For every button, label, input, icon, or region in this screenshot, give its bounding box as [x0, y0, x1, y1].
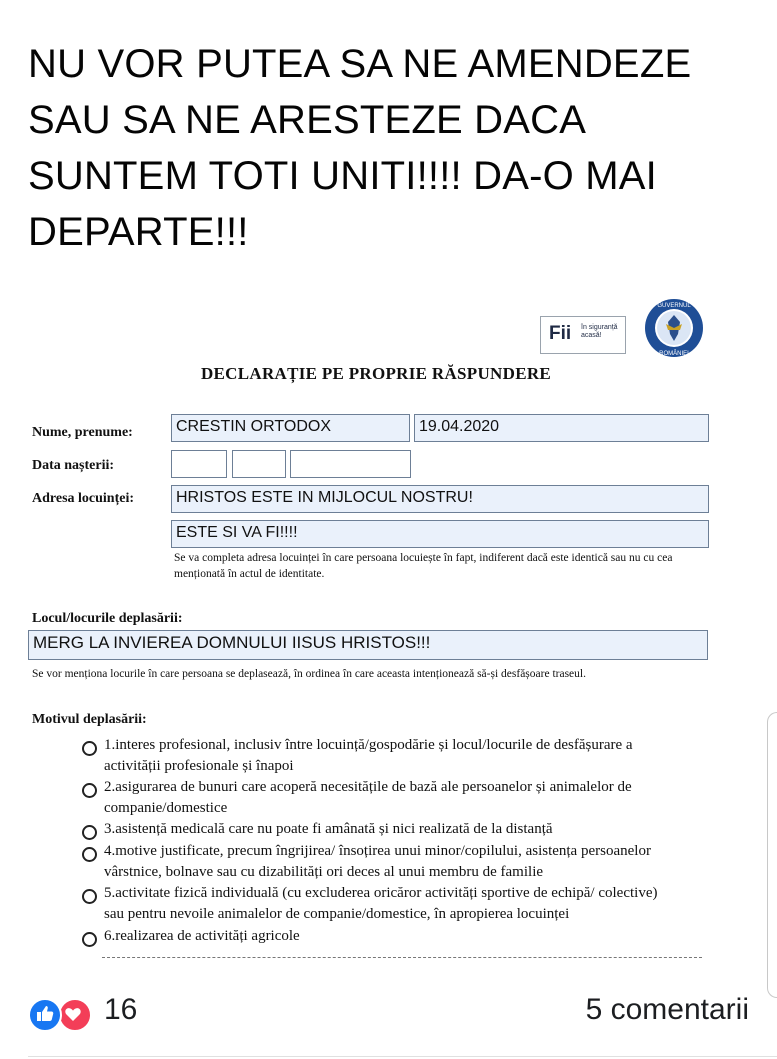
reason-6-radio[interactable] [82, 932, 97, 947]
government-seal-icon [644, 298, 704, 358]
birth-date-label: Data nașterii: [32, 458, 115, 473]
address-label: Adresa locuinței: [32, 491, 135, 506]
birth-day-field[interactable] [171, 450, 227, 478]
date-field[interactable]: 19.04.2020 [414, 414, 709, 442]
reason-1-radio[interactable] [82, 741, 97, 756]
name-label: Nume, prenume: [32, 425, 133, 440]
birth-year-field[interactable] [290, 450, 411, 478]
places-field[interactable]: MERG LA INVIEREA DOMNULUI IISUS HRISTOS!!! [28, 630, 708, 660]
places-note: Se vor menționa locurile în care persoana se deplasează, în ordinea în care aceasta intenționează să-și desfășoare traseul. [32, 668, 586, 680]
declaration-document [22, 284, 730, 974]
birth-month-field[interactable] [232, 450, 286, 478]
reaction-count[interactable]: 16 [104, 993, 138, 1026]
fii-logo-subtext: în siguranță acasă! [581, 324, 618, 339]
reason-4-radio[interactable] [82, 847, 97, 862]
reason-3-text: 3.asistență medicală care nu poate fi amânată și nici realizată de la distanță [104, 821, 553, 837]
reason-2-radio[interactable] [82, 783, 97, 798]
fii-logo-text: Fii [549, 323, 572, 344]
seal-text-bottom: ROMÂNIEI [659, 351, 689, 357]
scroll-handle[interactable] [767, 712, 777, 998]
reason-6-text: 6.realizarea de activități agricole [104, 928, 300, 944]
document-title: DECLARAȚIE PE PROPRIE RĂSPUNDERE [200, 364, 552, 383]
reason-1-text: 1.interes profesional, inclusiv între locuință/gospodărie și locul/locurile de desfășurare a activității profesionale și înapoi [104, 737, 633, 774]
address-line2-field[interactable]: ESTE SI VA FI!!!! [171, 520, 709, 548]
dashed-divider [102, 957, 702, 958]
seal-text-top: GUVERNUL [657, 303, 691, 309]
post-text: NU VOR PUTEA SA NE AMENDEZE SAU SA NE ARESTEZE DACA SUNTEM TOTI UNITI!!!! DA-O MAI DEPARTE!!! [28, 42, 692, 254]
reason-5-text: 5.activitate fizică individuală (cu excluderea oricăror activități sportive de echipă/ colective) sau pentru nevoile animalelor de companie/domestice, în apropierea locuinței [104, 885, 658, 922]
footer-divider [28, 1056, 777, 1057]
address-note: Se va completa adresa locuinței în care persoana locuiește în fapt, indiferent dacă este identică sau nu cu cea menționată în actul de identitate. [174, 552, 673, 580]
reasons-label: Motivul deplasării: [32, 712, 147, 727]
reason-3-radio[interactable] [82, 825, 97, 840]
reason-4-text: 4.motive justificate, precum îngrijirea/ însoțirea unui minor/copilului, asistența persoanelor vârstnice, bolnave sau cu dizabilități ori deces al unui membru de familie [104, 843, 651, 880]
comments-link[interactable]: 5 comentarii [585, 993, 749, 1026]
love-reaction-icon[interactable] [58, 998, 92, 1032]
address-line1-field[interactable]: HRISTOS ESTE IN MIJLOCUL NOSTRU! [171, 485, 709, 513]
like-reaction-icon[interactable] [28, 998, 62, 1032]
fii-logo [540, 316, 626, 354]
name-field[interactable]: CRESTIN ORTODOX [171, 414, 410, 442]
reason-5-radio[interactable] [82, 889, 97, 904]
places-label: Locul/locurile deplasării: [32, 611, 183, 626]
reason-2-text: 2.asigurarea de bunuri care acoperă necesitățile de bază ale persoanelor și animalelor de companie/domestice [104, 779, 632, 816]
post-footer [0, 985, 777, 1059]
